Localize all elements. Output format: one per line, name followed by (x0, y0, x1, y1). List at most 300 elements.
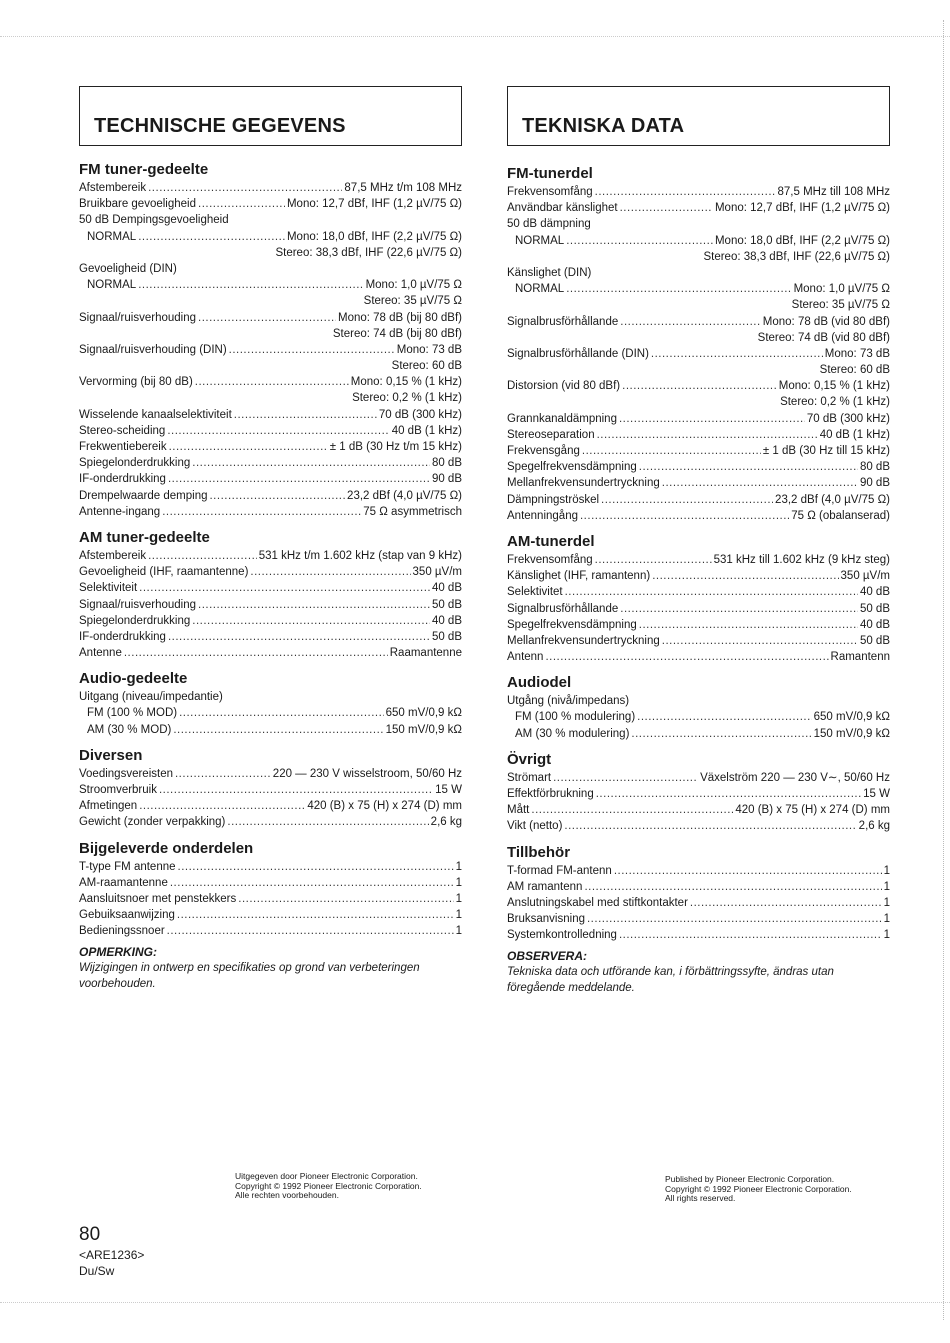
spec-label: NORMAL (515, 283, 565, 296)
spec-row (507, 492, 890, 508)
section-heading: Bijgeleverde onderdelen (79, 839, 254, 857)
dot-leader (170, 875, 454, 891)
dot-leader (587, 911, 882, 927)
spec-row (507, 601, 890, 617)
dot-leader (139, 580, 430, 596)
footer-line: Uitgegeven door Pioneer Electronic Corporation. (235, 1171, 418, 1181)
dot-leader (631, 726, 811, 742)
spec-value: 40 dB (431, 582, 462, 595)
spec-value: 50 dB (431, 598, 462, 611)
spec-label: Signalbrusförhållande (507, 315, 619, 328)
spec-row (507, 786, 890, 802)
spec-section-acc (507, 843, 890, 944)
spec-row (507, 895, 890, 911)
spec-value: 23,2 dBf (4,0 µV/75 Ω) (347, 489, 462, 502)
spec-value: 40 dB (1 kHz) (391, 424, 462, 437)
spec-row (507, 200, 890, 216)
spec-value: 420 (B) x 75 (H) x 274 (D) mm (735, 804, 890, 817)
spec-sections (507, 164, 890, 996)
spec-value: Mono: 0,15 % (1 kHz) (350, 376, 462, 389)
spec-label: Spegelfrekvensdämpning (507, 618, 637, 631)
spec-value: ± 1 dB (30 Hz t/m 15 kHz) (329, 441, 462, 453)
spec-row (507, 346, 890, 362)
spec-value: 50 dB (859, 602, 890, 615)
spec-label: FM (100 % MOD) (87, 707, 178, 720)
footer-line: Copyright © 1992 Pioneer Electronic Corporation. (665, 1183, 852, 1194)
spec-label: Känslighet (DIN) (507, 266, 592, 279)
spec-row (79, 390, 462, 406)
spec-label: Utgång (nivå/impedans) (507, 695, 630, 708)
spec-value: Mono: 18,0 dBf, IHF (2,2 µV/75 Ω) (286, 230, 462, 243)
spec-row (507, 411, 890, 427)
dot-leader (597, 427, 818, 443)
spec-value: Stereo: 0,2 % (1 kHz) (780, 396, 890, 409)
section-title: TEKNISKA DATA (522, 115, 685, 137)
spec-row (79, 923, 462, 939)
dot-leader (651, 346, 823, 362)
spec-value: 1 (883, 880, 890, 893)
spec-row (79, 859, 462, 875)
spec-label: Frekvensomfång (507, 186, 593, 198)
spec-label: Användbar känslighet (507, 202, 618, 215)
spec-row (507, 216, 890, 232)
spec-section-misc (507, 750, 890, 835)
note-heading: OBSERVERA: (507, 948, 588, 963)
spec-label: 50 dB Dempingsgevoeligheid (79, 214, 229, 227)
spec-value: 40 dB (859, 586, 890, 599)
section-heading: FM tuner-gedeelte (79, 161, 209, 178)
spec-row (507, 911, 890, 927)
spec-row (79, 891, 462, 907)
spec-sections (79, 160, 462, 992)
publisher-footer-english (665, 1175, 852, 1204)
spec-label: Antenne-ingang (79, 505, 161, 518)
spec-label: Signaal/ruisverhouding (DIN) (79, 343, 227, 356)
dot-leader (566, 281, 791, 297)
spec-value: Mono: 1,0 µV/75 Ω (793, 283, 890, 296)
spec-value: Raamantenne (389, 647, 462, 660)
spec-row (79, 645, 462, 661)
dot-leader (192, 455, 430, 471)
note-text: Wijzigingen in ontwerp en specifikaties op grond van verbeteringen voorbehouden. (79, 961, 420, 990)
title-box (507, 86, 890, 146)
spec-row (507, 802, 890, 818)
spec-section-fm (79, 160, 462, 520)
spec-row (507, 427, 890, 443)
spec-row (79, 722, 462, 738)
spec-label: Spiegelonderdrukking (79, 614, 191, 627)
spec-value: 90 dB (859, 477, 890, 490)
spec-row (507, 726, 890, 742)
spec-section-audio (79, 669, 462, 738)
spec-row (79, 212, 462, 228)
spec-row (79, 564, 462, 580)
dot-leader (652, 568, 838, 584)
spec-value: 1 (883, 929, 890, 942)
spec-label: Vervorming (bij 80 dB) (79, 376, 193, 389)
spec-label: Bruikbare gevoeligheid (79, 198, 196, 211)
dot-leader (162, 504, 361, 520)
spec-label: Gebuiksaanwijzing (79, 909, 175, 922)
spec-value: 80 dB (859, 461, 890, 474)
spec-row (507, 818, 890, 834)
dot-leader (209, 488, 345, 504)
spec-label: Afmetingen (79, 800, 138, 813)
dot-leader (148, 180, 342, 196)
spec-section-am (507, 532, 890, 665)
spec-label: Wisselende kanaalselektiviteit (79, 408, 232, 421)
spec-value: 420 (B) x 75 (H) x 274 (D) mm (307, 800, 462, 813)
dot-leader (148, 548, 257, 564)
spec-section-audio (507, 673, 890, 742)
spec-row (507, 281, 890, 297)
title-box (79, 86, 462, 146)
spec-label: Gevoeligheid (IHF, raamantenne) (79, 566, 249, 579)
spec-value: 75 Ω asymmetrisch (363, 505, 462, 518)
spec-label: NORMAL (87, 230, 137, 243)
spec-value: Stereo: 35 µV/75 Ω (363, 295, 462, 308)
spec-value: 650 mV/0,9 kΩ (813, 711, 890, 724)
spec-row (79, 488, 462, 504)
spec-label: Spegelfrekvensdämpning (507, 461, 637, 474)
spec-row (507, 297, 890, 313)
dot-leader (614, 863, 882, 879)
model-code: <ARE1236> (79, 1248, 145, 1262)
spec-value: 1 (455, 925, 462, 938)
dot-leader (124, 645, 388, 661)
spec-row (79, 245, 462, 261)
spec-value: 2,6 kg (430, 816, 462, 829)
spec-label: T-formad FM-antenn (507, 864, 612, 877)
spec-value: Stereo: 74 dB (bij 80 dBf) (332, 327, 462, 340)
spec-label: Bruksanvisning (507, 913, 585, 926)
dot-leader (566, 233, 713, 249)
scan-edge-right (943, 20, 946, 1320)
spec-value: 23,2 dBf (4,0 µV/75 Ω) (775, 493, 890, 506)
dot-leader (178, 859, 454, 875)
spec-label: Vikt (netto) (507, 820, 563, 833)
dot-leader (553, 770, 698, 786)
spec-value: 70 dB (300 kHz) (806, 412, 890, 425)
spec-value: 1 (883, 913, 890, 926)
dot-leader (198, 310, 336, 326)
dot-leader (595, 552, 712, 568)
spec-label: Effektförbrukning (507, 788, 594, 800)
spec-value: 1 (455, 876, 462, 889)
spec-value: ± 1 dB (30 Hz till 15 kHz) (762, 445, 890, 457)
spec-label: Voedingsvereisten (79, 767, 173, 780)
spec-value: Stereo: 0,2 % (1 kHz) (352, 392, 462, 405)
spec-row (79, 196, 462, 212)
spec-label: Systemkontrolledning (507, 929, 617, 942)
spec-value: Stereo: 38,3 dBf, IHF (22,6 µV/75 Ω) (275, 246, 462, 259)
dot-leader (620, 601, 858, 617)
dot-leader (168, 629, 430, 645)
spec-row (79, 629, 462, 645)
dot-leader (564, 818, 856, 834)
spec-value: 1 (455, 860, 462, 873)
spec-row (79, 229, 462, 245)
spec-value: Mono: 12,7 dBf, IHF (1,2 µV/75 Ω) (286, 198, 462, 211)
spec-value: 2,6 kg (858, 820, 890, 833)
dot-leader (169, 439, 328, 455)
spec-row (79, 705, 462, 721)
dot-leader (580, 508, 789, 524)
spec-row (79, 455, 462, 471)
spec-value: 1 (455, 909, 462, 922)
spec-label: Antenn (507, 651, 544, 664)
spec-section-fm (507, 164, 890, 524)
spec-section-am (79, 528, 462, 661)
spec-row (507, 362, 890, 378)
spec-label: Spiegelonderdrukking (79, 457, 191, 470)
spec-value: 80 dB (431, 457, 462, 470)
spec-label: Grannkanaldämpning (507, 412, 617, 425)
spec-row (79, 423, 462, 439)
dot-leader (619, 411, 805, 427)
dot-leader (238, 891, 453, 907)
spec-value: 40 dB (431, 614, 462, 627)
spec-label: Uitgang (niveau/impedantie) (79, 691, 223, 704)
dot-leader (192, 613, 430, 629)
spec-row (507, 693, 890, 709)
spec-label: Gevoeligheid (DIN) (79, 262, 177, 275)
spec-value: Mono: 0,15 % (1 kHz) (778, 380, 890, 393)
section-heading: Audiodel (507, 674, 572, 692)
dot-leader (195, 374, 349, 390)
dot-leader (584, 879, 881, 895)
spec-row (79, 766, 462, 782)
dot-leader (637, 709, 811, 725)
dot-leader (168, 471, 430, 487)
dot-leader (596, 786, 861, 802)
spec-label: IF-onderdrukking (79, 630, 166, 643)
spec-value: 531 kHz t/m 1.602 kHz (stap van 9 kHz) (258, 549, 462, 562)
spec-row (79, 798, 462, 814)
dot-leader (620, 314, 761, 330)
spec-label: Anslutningskabel med stiftkontakter (507, 896, 688, 909)
spec-row (79, 597, 462, 613)
spec-value: Växelström 220 — 230 V∼, 50/60 Hz (700, 771, 890, 784)
note-text: Tekniska data och utförande kan, i förbättringssyfte, ändras utan föregående meddelande. (507, 965, 834, 994)
section-heading: FM-tunerdel (507, 165, 593, 182)
note-heading: OPMERKING: (79, 944, 157, 959)
spec-label: AM ramantenn (507, 880, 583, 893)
dot-leader (690, 895, 882, 911)
spec-value: 350 µV/m (840, 570, 890, 583)
dot-leader (545, 649, 828, 665)
dot-leader (159, 782, 433, 798)
spec-value: 50 dB (859, 634, 890, 647)
spec-row (79, 471, 462, 487)
dot-leader (167, 423, 389, 439)
spec-row (79, 907, 462, 923)
dot-leader (601, 492, 773, 508)
spec-label: IF-onderdrukking (79, 473, 166, 486)
spec-label: FM (100 % modulering) (515, 711, 636, 724)
spec-row (79, 310, 462, 326)
spec-value: Stereo: 38,3 dBf, IHF (22,6 µV/75 Ω) (703, 250, 890, 263)
spec-row (79, 277, 462, 293)
spec-value: 350 µV/m (412, 566, 462, 579)
spec-row (507, 475, 890, 491)
spec-value: Mono: 78 dB (vid 80 dBf) (762, 315, 890, 328)
dot-leader (662, 633, 858, 649)
spec-value: 15 W (435, 784, 462, 796)
spec-value: 15 W (863, 788, 890, 800)
spec-label: Signaal/ruisverhouding (79, 598, 196, 611)
spec-value: 87,5 MHz till 108 MHz (777, 186, 890, 198)
spec-value: 50 dB (431, 630, 462, 643)
spec-row (507, 863, 890, 879)
spec-row (507, 314, 890, 330)
spec-value: Mono: 1,0 µV/75 Ω (365, 279, 462, 292)
dot-leader (167, 923, 454, 939)
spec-value: 531 kHz till 1.602 kHz (9 kHz steg) (713, 553, 890, 566)
spec-row (79, 293, 462, 309)
spec-label: 50 dB dämpning (507, 218, 591, 231)
spec-label: Antenne (79, 647, 122, 660)
spec-value: 220 — 230 V wisselstroom, 50/60 Hz (272, 767, 462, 780)
dot-leader (531, 802, 733, 818)
spec-label: NORMAL (87, 279, 137, 292)
spec-label: Stereo-scheiding (79, 424, 166, 437)
section-heading: Tillbehör (507, 843, 571, 861)
section-heading: Övrigt (507, 750, 552, 768)
spec-value: 150 mV/0,9 kΩ (385, 723, 462, 736)
spec-row (507, 568, 890, 584)
dot-leader (227, 814, 428, 830)
spec-value: Stereo: 60 dB (391, 360, 462, 373)
dot-leader (234, 407, 377, 423)
spec-section-acc (79, 839, 462, 940)
spec-row (79, 875, 462, 891)
spec-label: Afstembereik (79, 182, 147, 194)
spec-label: Signaal/ruisverhouding (79, 311, 196, 324)
spec-label: AM-raamantenne (79, 876, 168, 889)
scan-edge-top (0, 36, 950, 37)
spec-row (79, 261, 462, 277)
spec-row (79, 326, 462, 342)
spec-row (507, 443, 890, 459)
spec-label: AM (30 % modulering) (515, 727, 630, 740)
dot-leader (582, 443, 761, 459)
spec-label: Selektiviteit (79, 582, 138, 595)
spec-label: Drempelwaarde demping (79, 489, 208, 502)
spec-row (79, 689, 462, 705)
footer-line: Copyright © 1992 Pioneer Electronic Corporation. (235, 1180, 422, 1191)
publisher-footer-dutch (235, 1172, 422, 1201)
spec-row (507, 617, 890, 633)
spec-row (507, 879, 890, 895)
spec-label: Bedieningssnoer (79, 925, 165, 938)
section-heading: Audio-gedeelte (79, 670, 188, 688)
spec-label: Signalbrusförhållande (DIN) (507, 347, 649, 360)
spec-label: Känslighet (IHF, ramantenn) (507, 570, 651, 583)
dot-leader (198, 196, 285, 212)
spec-label: Dämpningströskel (507, 493, 600, 506)
spec-label: Strömart (507, 771, 552, 784)
dot-leader (639, 617, 858, 633)
spec-label: Selektivitet (507, 586, 563, 599)
section-title: TECHNISCHE GEGEVENS (94, 115, 346, 137)
dot-leader (595, 184, 776, 200)
spec-value: Mono: 18,0 dBf, IHF (2,2 µV/75 Ω) (714, 234, 890, 247)
spec-label: Mått (507, 804, 530, 817)
spec-value: Ramantenn (830, 651, 890, 664)
spec-value: 150 mV/0,9 kΩ (813, 727, 890, 740)
spec-row (507, 265, 890, 281)
dot-leader (250, 564, 410, 580)
spec-label: Aansluitsnoer met penstekkers (79, 892, 237, 905)
dot-leader (173, 722, 383, 738)
spec-value: 1 (883, 864, 890, 877)
dot-leader (138, 229, 285, 245)
spec-label: T-type FM antenne (79, 860, 176, 873)
spec-row (79, 814, 462, 830)
spec-row (507, 330, 890, 346)
spec-row (79, 782, 462, 798)
spec-label: Stroomverbruik (79, 784, 157, 796)
spec-row (507, 459, 890, 475)
dot-leader (138, 277, 363, 293)
section-heading: AM-tunerdel (507, 532, 595, 550)
spec-label: Frekvensgång (507, 445, 580, 457)
page-number: 80 (79, 1224, 101, 1245)
section-heading: AM tuner-gedeelte (79, 528, 210, 546)
spec-row (507, 233, 890, 249)
spec-label: Mellanfrekvensundertryckning (507, 477, 660, 490)
dot-leader (662, 475, 858, 491)
spec-row (79, 439, 462, 455)
spec-row (79, 358, 462, 374)
spec-value: Stereo: 35 µV/75 Ω (791, 299, 890, 312)
spec-row (79, 374, 462, 390)
dot-leader (175, 766, 271, 782)
spec-row (507, 184, 890, 200)
dot-leader (565, 584, 858, 600)
section-heading: Diversen (79, 746, 143, 764)
spec-row (507, 633, 890, 649)
spec-label: Stereoseparation (507, 428, 595, 441)
spec-label: Antenningång (507, 509, 578, 522)
spec-row (79, 504, 462, 520)
spec-row (79, 407, 462, 423)
spec-value: 650 mV/0,9 kΩ (385, 707, 462, 720)
spec-row (507, 552, 890, 568)
dot-leader (639, 459, 858, 475)
document-code (79, 1247, 144, 1279)
spec-label: Mellanfrekvensundertryckning (507, 634, 660, 647)
spec-row (79, 613, 462, 629)
spec-value: 70 dB (300 kHz) (378, 408, 462, 421)
spec-value: 1 (455, 892, 462, 905)
spec-value: Stereo: 74 dB (vid 80 dBf) (757, 331, 890, 344)
spec-value: 1 (883, 896, 890, 909)
dot-leader (177, 907, 454, 923)
spec-value: Mono: 78 dB (bij 80 dBf) (337, 311, 462, 324)
scan-edge-bottom (0, 1302, 950, 1303)
footer-line: Published by Pioneer Electronic Corporation. (665, 1174, 835, 1184)
spec-row (79, 342, 462, 358)
spec-label: Afstembereik (79, 549, 147, 562)
language-code: Du/Sw (79, 1264, 115, 1278)
spec-row (507, 649, 890, 665)
spec-row (507, 508, 890, 524)
dot-leader (620, 200, 713, 216)
spec-label: Signalbrusförhållande (507, 602, 619, 615)
spec-row (507, 927, 890, 943)
